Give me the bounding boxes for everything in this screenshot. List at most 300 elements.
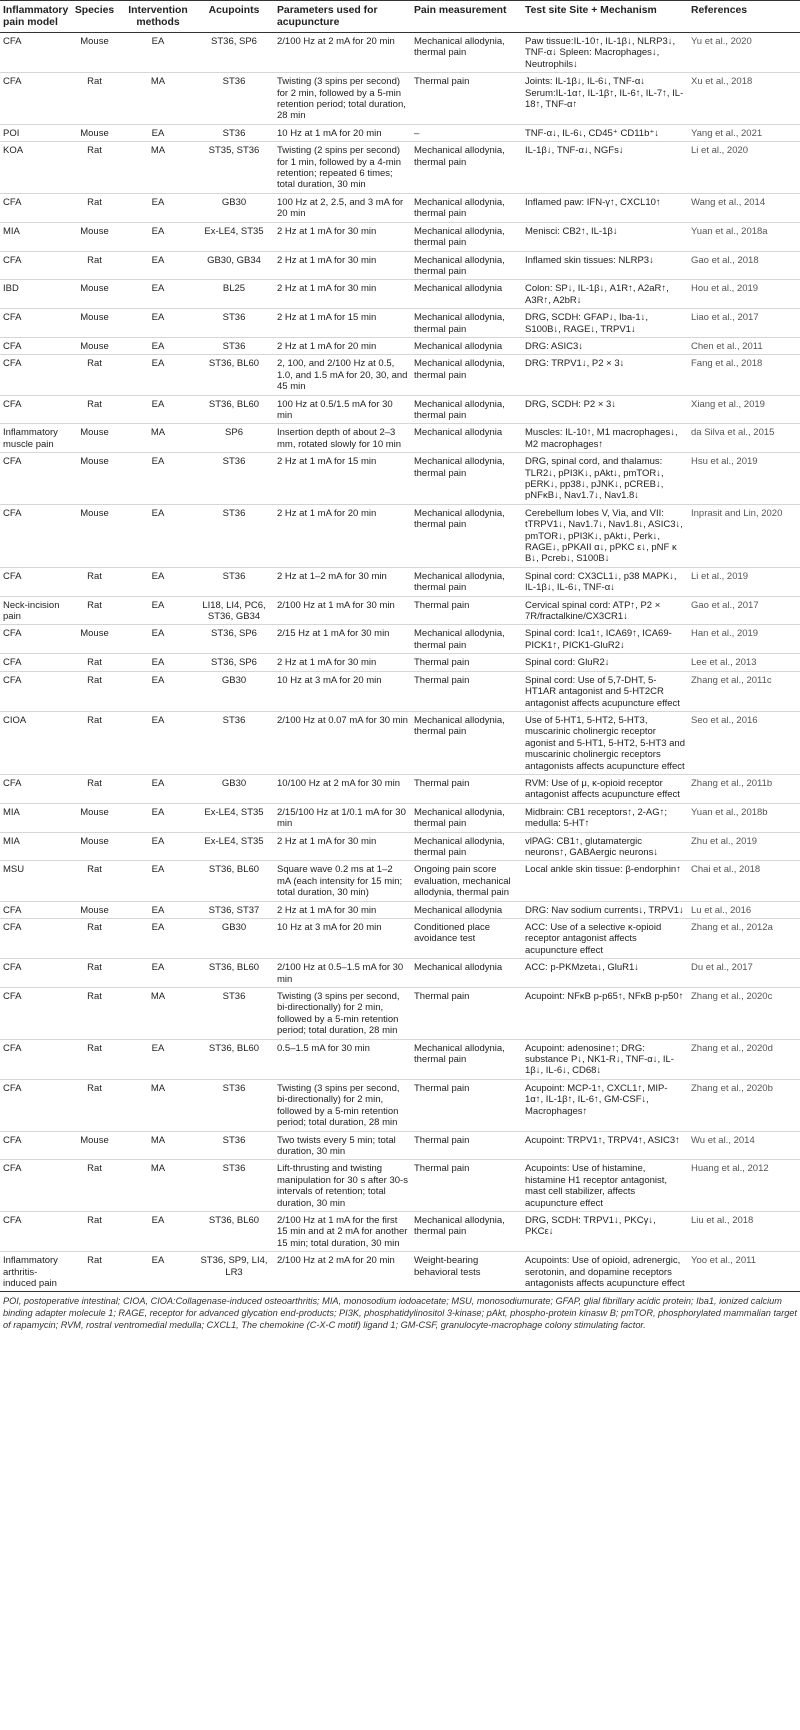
cell-test-site: Acupoint: adenosine↑; DRG: substance P↓, NK1-R↓, TNF-α↓, IL-1β↓, IL-6↓, CD68↓ (522, 1039, 688, 1079)
table-row (0, 1131, 800, 1160)
cell-acupoints: SP6 (194, 424, 274, 453)
cell-reference: Liu et al., 2018 (688, 1211, 800, 1251)
cell-parameters: 2 Hz at 1 mA for 20 min (274, 337, 411, 354)
table-row (0, 337, 800, 354)
cell-test-site: DRG, SCDH: TRPV1↓, PKCγ↓, PKCε↓ (522, 1211, 688, 1251)
cell-pain-model: CFA (0, 73, 67, 125)
cell-test-site: DRG: TRPV1↓, P2 × 3↓ (522, 355, 688, 395)
cell-intervention: EA (122, 453, 194, 505)
cell-acupoints: ST36, BL60 (194, 395, 274, 424)
cell-test-site: DRG: ASIC3↓ (522, 337, 688, 354)
cell-intervention: EA (122, 1252, 194, 1292)
cell-pain-model: CFA (0, 1039, 67, 1079)
cell-test-site: Acupoint: TRPV1↑, TRPV4↑, ASIC3↑ (522, 1131, 688, 1160)
cell-species: Mouse (67, 222, 122, 251)
cell-acupoints: ST36 (194, 1160, 274, 1212)
cell-intervention: EA (122, 711, 194, 774)
cell-pain-model: CFA (0, 1211, 67, 1251)
cell-intervention: EA (122, 395, 194, 424)
table-row (0, 142, 800, 194)
cell-test-site: Cerebellum lobes V, Via, and VII: tTRPV1↓, Nav1.7↓, Nav1.8↓, ASIC3↓, pmTOR↓, pPI3K↓, pAkt↓, Perk↓, RAGE↓, pPKAII α↓, pPKC ε↓, pNF κ B↓, Pcreb↓, S100B↓ (522, 504, 688, 567)
cell-reference: Li et al., 2019 (688, 567, 800, 596)
cell-pain-model: CFA (0, 355, 67, 395)
cell-pain-measurement: Mechanical allodynia, thermal pain (411, 1039, 522, 1079)
cell-acupoints: ST36, BL60 (194, 959, 274, 988)
table-row (0, 654, 800, 671)
cell-intervention: EA (122, 774, 194, 803)
cell-acupoints: ST36, SP6 (194, 625, 274, 654)
cell-test-site: ACC: Use of a selective κ-opioid receptor antagonist affects acupuncture effect (522, 919, 688, 959)
table-row (0, 959, 800, 988)
cell-pain-model: CFA (0, 395, 67, 424)
cell-pain-model: MIA (0, 832, 67, 861)
cell-acupoints: ST36 (194, 124, 274, 141)
cell-acupoints: ST36, BL60 (194, 1039, 274, 1079)
cell-parameters: 2/100 Hz at 0.5–1.5 mA for 30 min (274, 959, 411, 988)
cell-acupoints: ST36 (194, 1079, 274, 1131)
cell-pain-measurement: Thermal pain (411, 73, 522, 125)
cell-species: Rat (67, 654, 122, 671)
cell-pain-measurement: Mechanical allodynia, thermal pain (411, 803, 522, 832)
cell-parameters: Twisting (3 spins per second, bi-directionally) for 2 min, followed by a 5-min retention period; total duration, 28 min (274, 1079, 411, 1131)
cell-reference: Li et al., 2020 (688, 142, 800, 194)
header-references: References (688, 1, 800, 33)
table-row (0, 1252, 800, 1292)
cell-species: Mouse (67, 901, 122, 918)
cell-parameters: 2/100 Hz at 1 mA for 30 min (274, 596, 411, 625)
cell-reference: Yuan et al., 2018b (688, 803, 800, 832)
cell-pain-model: CFA (0, 774, 67, 803)
cell-pain-measurement: Ongoing pain score evaluation, mechanical allodynia, thermal pain (411, 861, 522, 901)
table-row (0, 1211, 800, 1251)
cell-reference: Wu et al., 2014 (688, 1131, 800, 1160)
cell-parameters: 2 Hz at 1 mA for 30 min (274, 280, 411, 309)
cell-species: Rat (67, 1252, 122, 1292)
cell-reference: Hou et al., 2019 (688, 280, 800, 309)
cell-acupoints: ST36 (194, 337, 274, 354)
cell-acupoints: ST35, ST36 (194, 142, 274, 194)
table-row (0, 1160, 800, 1212)
cell-intervention: EA (122, 625, 194, 654)
cell-reference: Yang et al., 2021 (688, 124, 800, 141)
cell-species: Rat (67, 1160, 122, 1212)
cell-pain-model: CIOA (0, 711, 67, 774)
cell-test-site: Inflamed paw: IFN-γ↑, CXCL10↑ (522, 193, 688, 222)
table-body (0, 33, 800, 1292)
cell-intervention: EA (122, 251, 194, 280)
cell-acupoints: GB30 (194, 919, 274, 959)
cell-pain-measurement: Mechanical allodynia, thermal pain (411, 1211, 522, 1251)
cell-acupoints: GB30 (194, 774, 274, 803)
cell-acupoints: Ex-LE4, ST35 (194, 803, 274, 832)
cell-test-site: Cervical spinal cord: ATP↑, P2 × 7R/fractalkine/CX3CR1↓ (522, 596, 688, 625)
cell-parameters: 2 Hz at 1 mA for 30 min (274, 901, 411, 918)
cell-acupoints: ST36 (194, 988, 274, 1040)
cell-pain-model: CFA (0, 1160, 67, 1212)
cell-test-site: DRG, SCDH: GFAP↓, Iba-1↓, S100B↓, RAGE↓, TRPV1↓ (522, 309, 688, 338)
cell-parameters: 2 Hz at 1 mA for 15 min (274, 453, 411, 505)
cell-reference: Hsu et al., 2019 (688, 453, 800, 505)
cell-species: Rat (67, 959, 122, 988)
cell-parameters: 100 Hz at 2, 2.5, and 3 mA for 20 min (274, 193, 411, 222)
cell-acupoints: ST36 (194, 1131, 274, 1160)
cell-parameters: 2/15/100 Hz at 1/0.1 mA for 30 min (274, 803, 411, 832)
cell-species: Rat (67, 73, 122, 125)
cell-intervention: EA (122, 861, 194, 901)
cell-intervention: MA (122, 988, 194, 1040)
cell-reference: Yu et al., 2020 (688, 33, 800, 73)
cell-intervention: EA (122, 803, 194, 832)
cell-pain-measurement: Mechanical allodynia, thermal pain (411, 355, 522, 395)
cell-species: Mouse (67, 803, 122, 832)
cell-acupoints: ST36 (194, 504, 274, 567)
cell-test-site: Midbrain: CB1 receptors↑, 2-AG↑; medulla: 5-HT↑ (522, 803, 688, 832)
cell-test-site: Inflamed skin tissues: NLRP3↓ (522, 251, 688, 280)
cell-intervention: EA (122, 832, 194, 861)
cell-pain-measurement: Mechanical allodynia, thermal pain (411, 504, 522, 567)
table-row (0, 124, 800, 141)
cell-acupoints: ST36, BL60 (194, 1211, 274, 1251)
cell-test-site: IL-1β↓, TNF-α↓, NGFs↓ (522, 142, 688, 194)
table-row (0, 355, 800, 395)
cell-intervention: EA (122, 1039, 194, 1079)
cell-acupoints: ST36 (194, 309, 274, 338)
cell-pain-model: CFA (0, 901, 67, 918)
table-header (0, 1, 800, 33)
cell-pain-model: CFA (0, 1131, 67, 1160)
cell-pain-measurement: Mechanical allodynia, thermal pain (411, 193, 522, 222)
cell-pain-measurement: Thermal pain (411, 1079, 522, 1131)
cell-test-site: Spinal cord: Use of 5,7-DHT, 5-HT1AR antagonist and 5-HT2CR antagonist affects acupuncture effect (522, 671, 688, 711)
cell-reference: Lu et al., 2016 (688, 901, 800, 918)
cell-reference: Xiang et al., 2019 (688, 395, 800, 424)
cell-acupoints: ST36 (194, 73, 274, 125)
cell-parameters: Twisting (3 spins per second, bi-directionally) for 2 min, followed by a 5-min retention period; total duration, 28 min (274, 988, 411, 1040)
header-pain-measurement: Pain measurement (411, 1, 522, 33)
cell-species: Rat (67, 567, 122, 596)
cell-species: Mouse (67, 280, 122, 309)
cell-acupoints: GB30 (194, 671, 274, 711)
cell-pain-measurement: Mechanical allodynia, thermal pain (411, 395, 522, 424)
cell-acupoints: LI18, LI4, PC6, ST36, GB34 (194, 596, 274, 625)
table-row (0, 596, 800, 625)
header-test-site: Test site Site + Mechanism (522, 1, 688, 33)
cell-reference: Lee et al., 2013 (688, 654, 800, 671)
cell-pain-model: CFA (0, 453, 67, 505)
cell-acupoints: GB30, GB34 (194, 251, 274, 280)
cell-reference: Zhang et al., 2020d (688, 1039, 800, 1079)
cell-parameters: 2/100 Hz at 1 mA for the first 15 min and at 2 mA for another 15 min; total duration, 30 min (274, 1211, 411, 1251)
cell-pain-measurement: Mechanical allodynia, thermal pain (411, 625, 522, 654)
cell-intervention: EA (122, 124, 194, 141)
cell-pain-measurement: Thermal pain (411, 1131, 522, 1160)
table-row (0, 774, 800, 803)
cell-test-site: Acupoint: MCP-1↑, CXCL1↑, MIP-1α↑, IL-1β↑, IL-6↑, GM-CSF↓, Macrophages↑ (522, 1079, 688, 1131)
header-species: Species (67, 1, 122, 33)
table-row (0, 222, 800, 251)
cell-intervention: EA (122, 1211, 194, 1251)
cell-test-site: Spinal cord: CX3CL1↓, p38 MAPK↓, IL-1β↓, IL-6↓, TNF-α↓ (522, 567, 688, 596)
cell-test-site: Acupoints: Use of histamine, histamine H1 receptor antagonist, mast cell stabilizer, affects acupuncture effect (522, 1160, 688, 1212)
cell-reference: Zhu et al., 2019 (688, 832, 800, 861)
cell-test-site: RVM: Use of μ, κ-opioid receptor antagonist affects acupuncture effect (522, 774, 688, 803)
cell-pain-model: CFA (0, 309, 67, 338)
table-row (0, 193, 800, 222)
cell-species: Mouse (67, 504, 122, 567)
header-pain-model: Inflammatory pain model (0, 1, 67, 33)
cell-species: Mouse (67, 453, 122, 505)
cell-reference: Gao et al., 2017 (688, 596, 800, 625)
cell-reference: Inprasit and Lin, 2020 (688, 504, 800, 567)
cell-test-site: DRG, SCDH: P2 × 3↓ (522, 395, 688, 424)
cell-intervention: EA (122, 901, 194, 918)
cell-reference: Huang et al., 2012 (688, 1160, 800, 1212)
cell-acupoints: ST36, SP6 (194, 33, 274, 73)
cell-acupoints: ST36, BL60 (194, 861, 274, 901)
cell-species: Mouse (67, 33, 122, 73)
cell-acupoints: ST36 (194, 453, 274, 505)
cell-species: Mouse (67, 625, 122, 654)
cell-parameters: 10 Hz at 3 mA for 20 min (274, 919, 411, 959)
table-row (0, 832, 800, 861)
cell-parameters: 2/100 Hz at 2 mA for 20 min (274, 33, 411, 73)
cell-parameters: Twisting (2 spins per second) for 1 min, followed by a 4-min retention; repeated 6 times; total duration, 30 min (274, 142, 411, 194)
cell-pain-model: IBD (0, 280, 67, 309)
cell-pain-measurement: Mechanical allodynia, thermal pain (411, 567, 522, 596)
cell-pain-model: KOA (0, 142, 67, 194)
cell-species: Rat (67, 142, 122, 194)
cell-test-site: ACC: p-PKMzeta↓, GluR1↓ (522, 959, 688, 988)
cell-reference: Han et al., 2019 (688, 625, 800, 654)
cell-pain-model: POI (0, 124, 67, 141)
cell-parameters: 2/100 Hz at 2 mA for 20 min (274, 1252, 411, 1292)
cell-test-site: Acupoint: NFκB p-p65↑, NFκB p-p50↑ (522, 988, 688, 1040)
cell-species: Rat (67, 861, 122, 901)
cell-acupoints: Ex-LE4, ST35 (194, 832, 274, 861)
cell-test-site: TNF-α↓, IL-6↓, CD45⁺ CD11b⁺↓ (522, 124, 688, 141)
cell-species: Rat (67, 711, 122, 774)
cell-intervention: EA (122, 337, 194, 354)
cell-species: Rat (67, 395, 122, 424)
cell-pain-measurement: Thermal pain (411, 596, 522, 625)
cell-intervention: EA (122, 919, 194, 959)
cell-pain-model: CFA (0, 504, 67, 567)
cell-reference: Gao et al., 2018 (688, 251, 800, 280)
cell-pain-model: CFA (0, 567, 67, 596)
cell-intervention: EA (122, 280, 194, 309)
cell-parameters: 10 Hz at 3 mA for 20 min (274, 671, 411, 711)
cell-intervention: EA (122, 193, 194, 222)
cell-reference: Chai et al., 2018 (688, 861, 800, 901)
table-row (0, 309, 800, 338)
cell-test-site: Spinal cord: GluR2↓ (522, 654, 688, 671)
cell-species: Rat (67, 1079, 122, 1131)
cell-intervention: EA (122, 355, 194, 395)
cell-intervention: MA (122, 73, 194, 125)
header-intervention: Intervention methods (122, 1, 194, 33)
cell-acupoints: ST36, BL60 (194, 355, 274, 395)
cell-pain-measurement: Weight-bearing behavioral tests (411, 1252, 522, 1292)
cell-reference: Wang et al., 2014 (688, 193, 800, 222)
cell-intervention: MA (122, 1160, 194, 1212)
cell-intervention: EA (122, 959, 194, 988)
cell-parameters: 10 Hz at 1 mA for 20 min (274, 124, 411, 141)
cell-pain-model: CFA (0, 625, 67, 654)
header-acupoints: Acupoints (194, 1, 274, 33)
cell-parameters: Two twists every 5 min; total duration, 30 min (274, 1131, 411, 1160)
cell-pain-model: CFA (0, 1079, 67, 1131)
cell-intervention: MA (122, 1131, 194, 1160)
cell-parameters: 10/100 Hz at 2 mA for 30 min (274, 774, 411, 803)
cell-pain-model: Inflammatory arthritis-induced pain (0, 1252, 67, 1292)
cell-intervention: MA (122, 1079, 194, 1131)
cell-pain-measurement: Mechanical allodynia, thermal pain (411, 251, 522, 280)
cell-test-site: vlPAG: CB1↑, glutamatergic neurons↑, GABAergic neurons↓ (522, 832, 688, 861)
cell-reference: Zhang et al., 2020c (688, 988, 800, 1040)
table-row (0, 504, 800, 567)
cell-pain-measurement: – (411, 124, 522, 141)
cell-parameters: 2/100 Hz at 0.07 mA for 30 min (274, 711, 411, 774)
table-row (0, 280, 800, 309)
cell-intervention: EA (122, 222, 194, 251)
table-row (0, 33, 800, 73)
cell-reference: Zhang et al., 2011b (688, 774, 800, 803)
cell-reference: Liao et al., 2017 (688, 309, 800, 338)
cell-species: Rat (67, 988, 122, 1040)
cell-parameters: 2 Hz at 1 mA for 15 min (274, 309, 411, 338)
cell-reference: Yoo et al., 2011 (688, 1252, 800, 1292)
cell-species: Rat (67, 919, 122, 959)
cell-intervention: EA (122, 596, 194, 625)
cell-species: Mouse (67, 337, 122, 354)
cell-reference: Du et al., 2017 (688, 959, 800, 988)
cell-pain-model: Inflammatory muscle pain (0, 424, 67, 453)
cell-test-site: DRG: Nav sodium currents↓, TRPV1↓ (522, 901, 688, 918)
cell-pain-measurement: Mechanical allodynia, thermal pain (411, 222, 522, 251)
cell-species: Mouse (67, 124, 122, 141)
cell-parameters: 100 Hz at 0.5/1.5 mA for 30 min (274, 395, 411, 424)
cell-parameters: 2 Hz at 1 mA for 30 min (274, 222, 411, 251)
cell-pain-measurement: Mechanical allodynia, thermal pain (411, 711, 522, 774)
cell-species: Rat (67, 596, 122, 625)
cell-acupoints: ST36, ST37 (194, 901, 274, 918)
cell-pain-measurement: Thermal pain (411, 654, 522, 671)
cell-acupoints: ST36, SP6 (194, 654, 274, 671)
cell-test-site: Colon: SP↓, IL-1β↓, A1R↑, A2aR↑, A3R↑, A2bR↓ (522, 280, 688, 309)
cell-species: Rat (67, 671, 122, 711)
cell-test-site: Use of 5-HT1, 5-HT2, 5-HT3, muscarinic cholinergic receptor agonist and 5-HT1, 5-HT2, 5-HT3 and muscarinic cholinergic receptors antagonists affects acupuncture effect (522, 711, 688, 774)
cell-reference: Zhang et al., 2012a (688, 919, 800, 959)
table-row (0, 453, 800, 505)
cell-pain-model: CFA (0, 959, 67, 988)
cell-pain-measurement: Thermal pain (411, 988, 522, 1040)
table-row (0, 1039, 800, 1079)
cell-parameters: 2 Hz at 1 mA for 20 min (274, 504, 411, 567)
cell-pain-measurement: Mechanical allodynia (411, 424, 522, 453)
cell-pain-model: CFA (0, 988, 67, 1040)
cell-species: Rat (67, 1039, 122, 1079)
table-row (0, 424, 800, 453)
cell-reference: Seo et al., 2016 (688, 711, 800, 774)
cell-test-site: Spinal cord: Ica1↑, ICA69↑, ICA69-PICK1↑, PICK1-GluR2↓ (522, 625, 688, 654)
cell-reference: Fang et al., 2018 (688, 355, 800, 395)
cell-intervention: MA (122, 142, 194, 194)
table-row (0, 73, 800, 125)
table-row (0, 803, 800, 832)
cell-test-site: Acupoints: Use of opioid, adrenergic, serotonin, and dopamine receptors antagonists affects acupuncture effect (522, 1252, 688, 1292)
cell-pain-model: CFA (0, 33, 67, 73)
cell-intervention: EA (122, 671, 194, 711)
cell-pain-measurement: Mechanical allodynia, thermal pain (411, 142, 522, 194)
header-parameters: Parameters used for acupuncture (274, 1, 411, 33)
cell-species: Rat (67, 1211, 122, 1251)
cell-intervention: EA (122, 654, 194, 671)
cell-parameters: 2, 100, and 2/100 Hz at 0.5, 1.0, and 1.5 mA for 20, 30, and 45 min (274, 355, 411, 395)
header-row (0, 1, 800, 33)
cell-parameters: Square wave 0.2 ms at 1–2 mA (each intensity for 15 min; total duration, 30 min) (274, 861, 411, 901)
cell-test-site: Paw tissue:IL-10↑, IL-1β↓, NLRP3↓, TNF-α↓ Spleen: Macrophages↓, Neutrophils↓ (522, 33, 688, 73)
cell-test-site: Joints: IL-1β↓, IL-6↓, TNF-α↓ Serum:IL-1α↑, IL-1β↑, IL-6↑, IL-7↑, IL-18↑, TNF-α↑ (522, 73, 688, 125)
cell-pain-model: Neck-incision pain (0, 596, 67, 625)
cell-species: Rat (67, 355, 122, 395)
cell-species: Mouse (67, 832, 122, 861)
cell-pain-model: CFA (0, 654, 67, 671)
table-row (0, 1079, 800, 1131)
cell-parameters: Twisting (3 spins per second) for 2 min, followed by a 5-min retention period; total duration, 28 min (274, 73, 411, 125)
cell-reference: da Silva et al., 2015 (688, 424, 800, 453)
cell-test-site: Menisci: CB2↑, IL-1β↓ (522, 222, 688, 251)
cell-parameters: 2 Hz at 1 mA for 30 min (274, 251, 411, 280)
cell-reference: Zhang et al., 2011c (688, 671, 800, 711)
cell-parameters: 2/15 Hz at 1 mA for 30 min (274, 625, 411, 654)
table-row (0, 671, 800, 711)
cell-pain-measurement: Thermal pain (411, 1160, 522, 1212)
cell-species: Rat (67, 251, 122, 280)
cell-pain-measurement: Mechanical allodynia, thermal pain (411, 33, 522, 73)
table-row (0, 919, 800, 959)
cell-species: Rat (67, 193, 122, 222)
cell-species: Mouse (67, 424, 122, 453)
cell-pain-model: CFA (0, 919, 67, 959)
cell-acupoints: BL25 (194, 280, 274, 309)
cell-reference: Yuan et al., 2018a (688, 222, 800, 251)
cell-species: Rat (67, 774, 122, 803)
cell-intervention: EA (122, 504, 194, 567)
cell-pain-measurement: Mechanical allodynia (411, 901, 522, 918)
cell-pain-model: CFA (0, 193, 67, 222)
cell-acupoints: ST36 (194, 567, 274, 596)
cell-pain-measurement: Thermal pain (411, 671, 522, 711)
cell-pain-model: CFA (0, 251, 67, 280)
table-row (0, 901, 800, 918)
cell-pain-measurement: Mechanical allodynia (411, 280, 522, 309)
cell-parameters: Insertion depth of about 2–3 mm, rotated slowly for 10 min (274, 424, 411, 453)
cell-test-site: Local ankle skin tissue: β-endorphin↑ (522, 861, 688, 901)
cell-intervention: EA (122, 309, 194, 338)
table-row (0, 567, 800, 596)
cell-pain-model: CFA (0, 337, 67, 354)
cell-species: Mouse (67, 309, 122, 338)
cell-pain-model: MIA (0, 222, 67, 251)
cell-intervention: EA (122, 567, 194, 596)
table-row (0, 711, 800, 774)
table-row (0, 395, 800, 424)
cell-acupoints: ST36 (194, 711, 274, 774)
cell-reference: Xu et al., 2018 (688, 73, 800, 125)
cell-pain-measurement: Thermal pain (411, 774, 522, 803)
cell-acupoints: ST36, SP9, LI4, LR3 (194, 1252, 274, 1292)
table-row (0, 625, 800, 654)
